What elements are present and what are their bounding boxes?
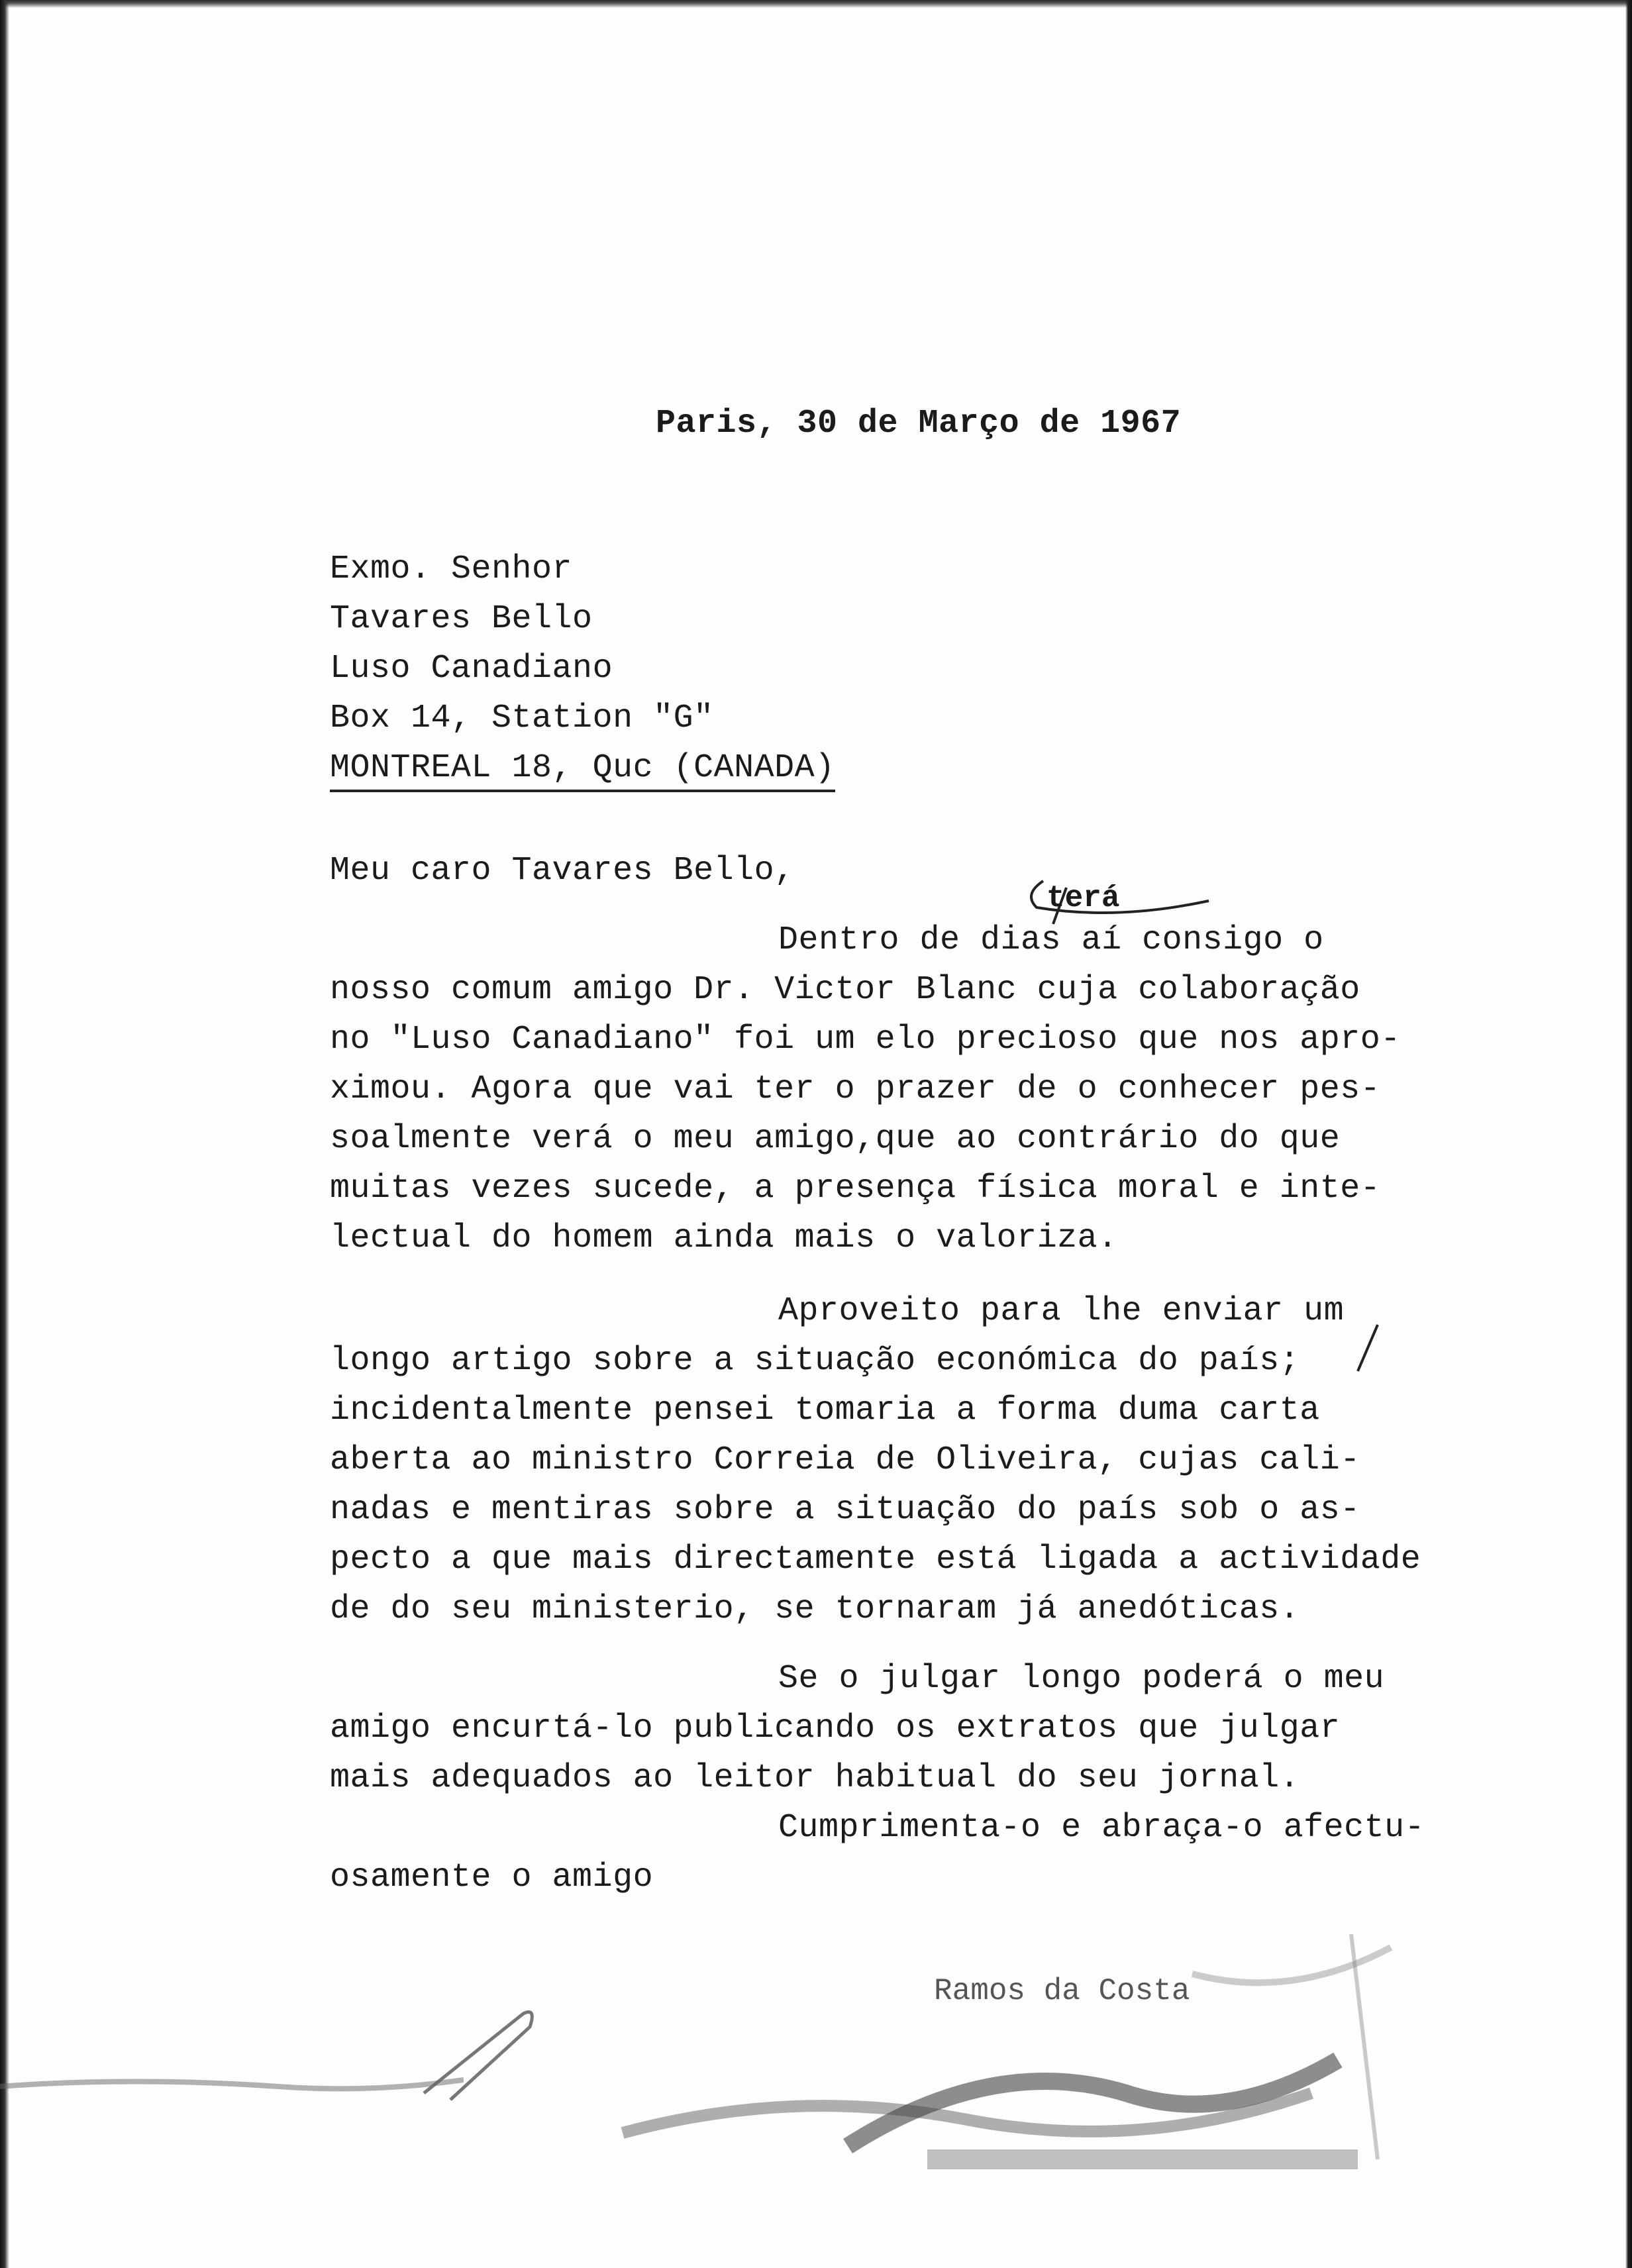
handwritten-insertion: terá xyxy=(1046,881,1120,915)
body-line-17: mais adequados ao leitor habitual do seu jornal. xyxy=(330,1759,1300,1797)
body-line-6: muitas vezes sucede, a presença física moral e inte- xyxy=(330,1170,1381,1208)
signature-smudge xyxy=(596,1921,1457,2173)
body-line-5: soalmente verá o meu amigo,que ao contrário do que xyxy=(330,1120,1341,1158)
body-line-15: Se o julgar longo poderá o meu xyxy=(778,1660,1385,1698)
salutation: Meu caro Tavares Bello, xyxy=(330,852,795,890)
body-line-8: Aproveito para lhe enviar um xyxy=(778,1292,1345,1330)
body-line-12: nadas e mentiras sobre a situação do país sob o as- xyxy=(330,1491,1360,1529)
body-line-9: longo artigo sobre a situação económica do país; xyxy=(330,1342,1300,1380)
signature: Ramos da Costa xyxy=(934,1974,1190,2008)
body-line-10: incidentalmente pensei tomaria a forma duma carta xyxy=(330,1392,1320,1429)
body-line-4: ximou. Agora que vai ter o prazer de o conhecer pes- xyxy=(330,1070,1381,1108)
body-line-1: Dentro de dias aí consigo o xyxy=(778,921,1324,959)
address-line-3: Luso Canadiano xyxy=(330,650,613,688)
body-line-18: Cumprimenta-o e abraça-o afectu- xyxy=(778,1809,1425,1847)
handwritten-slash-mark xyxy=(1354,1321,1381,1374)
body-line-11: aberta ao ministro Correia de Oliveira, cujas cali- xyxy=(330,1441,1360,1479)
address-line-5: MONTREAL 18, Quc (CANADA) xyxy=(330,748,835,792)
edge-smudge xyxy=(0,2040,464,2100)
body-line-19: osamente o amigo xyxy=(330,1859,654,1896)
address-line-2: Tavares Bello xyxy=(330,600,593,638)
body-line-3: no "Luso Canadiano" foi um elo precioso que nos apro- xyxy=(330,1021,1401,1058)
body-line-13: pecto a que mais directamente está ligada a actividade xyxy=(330,1541,1421,1578)
address-line-1: Exmo. Senhor xyxy=(330,550,573,588)
body-line-7: lectual do homem ainda mais o valoriza. xyxy=(330,1219,1118,1257)
body-line-16: amigo encurtá-lo publicando os extratos que julgar xyxy=(330,1710,1341,1747)
date-line: Paris, 30 de Março de 1967 xyxy=(656,405,1182,442)
body-line-2: nosso comum amigo Dr. Victor Blanc cuja colaboração xyxy=(330,971,1360,1009)
address-line-4: Box 14, Station "G" xyxy=(330,699,714,737)
body-line-14: de do seu ministerio, se tornaram já anedóticas. xyxy=(330,1590,1300,1628)
